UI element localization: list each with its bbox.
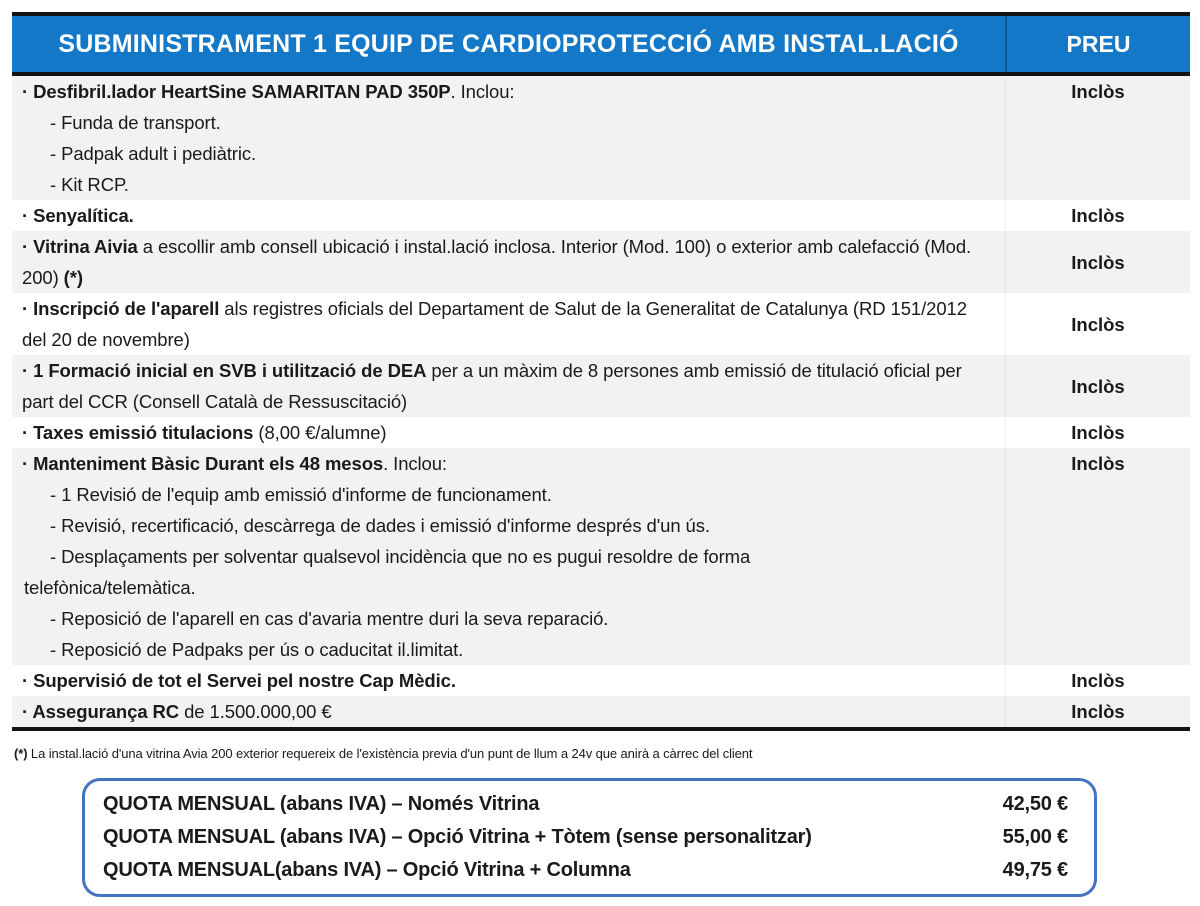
row-main-text <box>22 355 991 417</box>
row-subitem: telefònica/telemàtica. <box>24 577 196 598</box>
footnote <box>14 746 1190 761</box>
footnote-text: La instal.lació d'una vitrina Avia 200 exterior requereix de l'existència previa d'un punt de llum a 24v que anirà a càrrec del client <box>27 746 753 761</box>
row-subitem: - Kit RCP. <box>50 174 129 195</box>
quota-line <box>103 854 1068 887</box>
quota-line <box>103 788 1068 821</box>
quota-price: 42,50 € <box>1002 793 1068 815</box>
row-description <box>12 231 1005 293</box>
price-cell: Inclòs <box>1005 417 1190 448</box>
price-table <box>12 12 1190 731</box>
row-description <box>12 417 1005 448</box>
quota-label: QUOTA MENSUAL (abans IVA) – Només Vitrina <box>103 793 540 815</box>
row-description <box>12 696 1005 727</box>
price-cell: Inclòs <box>1005 200 1190 231</box>
row-main-text <box>22 448 991 479</box>
table-row <box>12 76 1190 200</box>
row-text-regular: . Inclou: <box>450 81 515 102</box>
footnote-marker: (*) <box>14 746 28 761</box>
row-text-bold: · Manteniment Bàsic Durant els 48 mesos <box>22 453 384 474</box>
row-main-text <box>22 200 991 231</box>
row-main-text <box>22 696 991 727</box>
quota-line <box>103 821 1068 854</box>
quota-lines <box>103 788 1068 887</box>
table-header-price: PREU <box>1005 16 1190 72</box>
row-text-regular: per a un màxim de 8 persones amb emissió de titulació oficial per part del CCR (Consell Català de Ressuscitació) <box>22 360 962 412</box>
table-row <box>12 417 1190 448</box>
quota-price: 55,00 € <box>1002 826 1068 848</box>
table-row <box>12 200 1190 231</box>
row-description <box>12 293 1005 355</box>
row-subitem: - Padpak adult i pediàtric. <box>50 143 257 164</box>
row-text-regular: a escollir amb consell ubicació i instal.lació inclosa. Interior (Mod. 100) o exterior amb calefacció (Mod. 200) <box>22 236 972 288</box>
row-text-bold: · Taxes emissió titulacions <box>22 422 254 443</box>
row-text-bold: · Assegurança RC <box>22 701 180 722</box>
row-text-bold: · Senyalítica. <box>22 205 134 226</box>
price-cell: Inclòs <box>1005 293 1190 355</box>
quota-label: QUOTA MENSUAL(abans IVA) – Opció Vitrina + Columna <box>103 859 631 881</box>
table-row <box>12 231 1190 293</box>
table-row <box>12 665 1190 696</box>
price-cell: Inclòs <box>1005 355 1190 417</box>
quota-box <box>82 778 1097 897</box>
row-text-bold: · Desfibril.lador HeartSine SAMARITAN PAD 350P <box>22 81 451 102</box>
price-cell: Inclòs <box>1005 76 1190 200</box>
quota-price: 49,75 € <box>1002 859 1068 881</box>
row-text-bold: · Supervisió de tot el Servei pel nostre Cap Mèdic. <box>22 670 456 691</box>
table-header <box>12 16 1190 76</box>
table-row <box>12 293 1190 355</box>
price-cell: Inclòs <box>1005 696 1190 727</box>
row-text-bold: · 1 Formació inicial en SVB i utilització de DEA <box>22 360 427 381</box>
table-row <box>12 696 1190 727</box>
table-header-title: SUBMINISTRAMENT 1 EQUIP DE CARDIOPROTECCIÓ AMB INSTAL.LACIÓ <box>58 29 959 58</box>
row-subitem: - Revisió, recertificació, descàrrega de dades i emissió d'informe després d'un ús. <box>50 515 710 536</box>
price-cell: Inclòs <box>1005 665 1190 696</box>
row-main-text <box>22 417 991 448</box>
row-description <box>12 355 1005 417</box>
row-description <box>12 200 1005 231</box>
row-text-regular: . Inclou: <box>383 453 447 474</box>
row-text-regular: (8,00 €/alumne) <box>253 422 387 443</box>
row-main-text <box>22 665 991 696</box>
price-cell: Inclòs <box>1005 448 1190 665</box>
row-subitem: - 1 Revisió de l'equip amb emissió d'informe de funcionament. <box>50 484 552 505</box>
row-text-regular: als registres oficials del Departament de Salut de la Generalitat de Catalunya (RD 151/2012 del 20 de novembre) <box>22 298 967 350</box>
row-subitem: - Funda de transport. <box>50 112 221 133</box>
quota-label: QUOTA MENSUAL (abans IVA) – Opció Vitrina + Tòtem (sense personalitzar) <box>103 826 812 848</box>
row-subitem: - Reposició de l'aparell en cas d'avaria mentre duri la seva reparació. <box>50 608 609 629</box>
row-text-bold: · Inscripció de l'aparell <box>22 298 220 319</box>
table-body <box>12 76 1190 727</box>
row-text-regular: de 1.500.000,00 € <box>179 701 332 722</box>
row-description <box>12 448 1005 665</box>
table-row <box>12 448 1190 665</box>
row-subitem: - Desplaçaments per solventar qualsevol incidència que no es pugui resoldre de forma <box>50 546 751 567</box>
row-text-bold: (*) <box>63 267 83 288</box>
row-subitem: - Reposició de Padpaks per ús o caducitat il.limitat. <box>50 639 464 660</box>
row-main-text <box>22 231 991 293</box>
price-cell: Inclòs <box>1005 231 1190 293</box>
row-main-text <box>22 76 991 107</box>
row-main-text <box>22 293 991 355</box>
row-description <box>12 665 1005 696</box>
row-description <box>12 76 1005 200</box>
row-text-bold: · Vitrina Aivia <box>22 236 138 257</box>
table-row <box>12 355 1190 417</box>
